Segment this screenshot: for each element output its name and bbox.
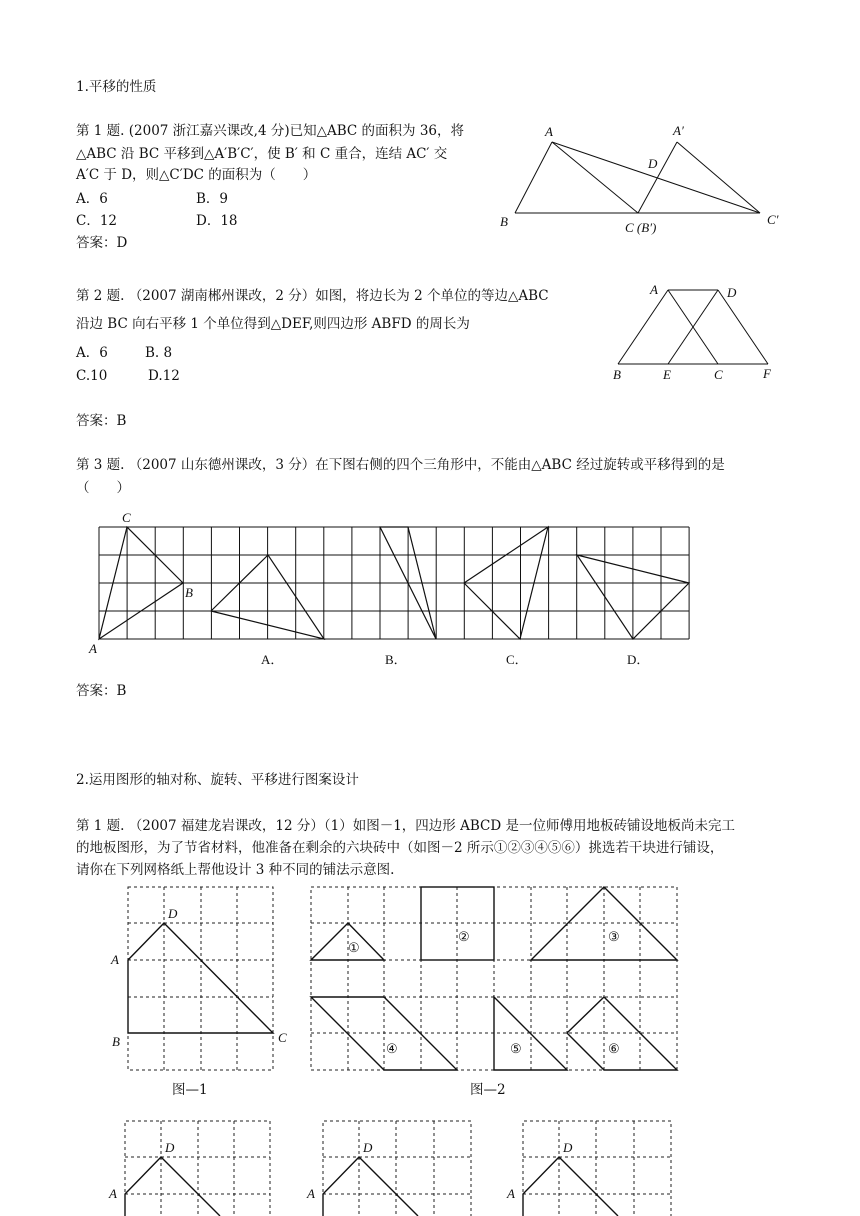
q2-option-c: C.10 [76,368,108,384]
q2-trapezoid-figure [608,282,788,387]
fig1-label-b: B [112,1034,120,1049]
q3-choice-a: A． [261,652,284,667]
q2-label-a: A [650,282,658,297]
answer-grid-3-label-a: A [507,1186,515,1201]
tile-4-label: ④ [386,1041,398,1056]
q2-label-b: B [613,367,621,382]
figure-1-caption: 图—1 [172,1082,208,1098]
q1-label-d: D [648,156,658,171]
q1-translation-figure [495,118,795,238]
q1-line3: A′C 于 D，则△C′DC 的面积为（ ） [76,167,317,183]
q3-label-b: B [185,585,193,600]
q1-option-b: B．9 [196,191,229,207]
figure-2-caption: 图—2 [470,1082,506,1098]
tile-3-label: ③ [608,929,620,944]
q3-answer: 答案：B [76,683,127,699]
q1-line1: 第 1 题. (2007 浙江嘉兴课改,4 分)已知△ABC 的面积为 36，将 [76,123,464,139]
q1-answer: 答案：D [76,235,128,251]
q1-option-c: C．12 [76,213,118,229]
q1-label-a: A [545,124,553,139]
section1-heading: 1.平移的性质 [76,79,157,95]
q1-option-a: A．6 [76,191,108,207]
fig1-label-a: A [111,952,119,967]
answer-grid-2-label-a: A [307,1186,315,1201]
q2-option-d: D.12 [148,368,180,384]
answer-grid-2 [303,1116,483,1216]
s2-q1-line3: 请你在下列网格纸上帮他设计 3 种不同的铺法示意图. [76,862,395,878]
q3-label-c: C [122,510,131,525]
q2-label-f: F [763,366,771,381]
q1-label-c-bprime: C (B′) [625,220,657,235]
s2-q1-line2: 的地板图形，为了节省材料，他准备在剩余的六块砖中（如图－2 所示①②③④⑤⑥）挑选若干块进行铺设， [76,840,724,856]
q3-line2: （ ） [76,480,130,496]
figure-2-tiles-grid [305,880,680,1080]
q2-label-e: E [663,367,671,382]
q2-line1: 第 2 题. （2007 湖南郴州课改，2 分）如图，将边长为 2 个单位的等边△ABC [76,288,549,304]
s2-q1-line1: 第 1 题. （2007 福建龙岩课改，12 分）（1）如图－1，四边形 ABCD 是一位师傅用地板砖铺设地板尚未完工 [76,818,735,834]
q3-choice-d: D． [627,652,650,667]
q2-option-a: A．6 [76,345,108,361]
q2-option-b: B. 8 [145,345,173,361]
q3-line1: 第 3 题. （2007 山东德州课改，3 分）在下图右侧的四个三角形中，不能由△ABC 经过旋转或平移得到的是 [76,457,725,473]
section2-heading: 2.运用图形的轴对称、旋转、平移进行图案设计 [76,772,359,788]
answer-grid-3 [503,1116,683,1216]
q1-label-b: B [500,214,508,229]
q3-grid-figure [85,508,705,678]
answer-grid-1-label-d: D [165,1140,175,1155]
answer-grid-2-label-d: D [363,1140,373,1155]
tile-6-label: ⑥ [608,1041,620,1056]
q3-grid-lines [99,527,689,639]
q1-label-a-prime: A′ [673,123,684,138]
q3-choice-b: B． [385,652,407,667]
q2-label-c: C [714,367,723,382]
fig1-label-c: C [278,1030,287,1045]
figure-1-grid [105,880,290,1080]
tile-2-label: ② [458,929,470,944]
answer-grid-3-label-d: D [563,1140,573,1155]
tile-5-label: ⑤ [510,1041,522,1056]
q2-line2: 沿边 BC 向右平移 1 个单位得到△DEF,则四边形 ABFD 的周长为 [76,316,470,332]
fig1-label-d: D [168,906,178,921]
answer-grid-1-label-a: A [109,1186,117,1201]
q1-line2: △ABC 沿 BC 平移到△A′B′C′，使 B′ 和 C 重合，连结 AC′ 交 [76,146,448,162]
q1-option-d: D．18 [196,213,238,229]
q3-label-a: A [89,641,97,656]
q1-label-c-prime: C′ [767,212,779,227]
q3-choice-c: C． [506,652,528,667]
q2-answer: 答案：B [76,413,127,429]
tile-1-label: ① [348,940,360,955]
q2-label-d: D [727,285,737,300]
answer-grid-1 [105,1116,285,1216]
